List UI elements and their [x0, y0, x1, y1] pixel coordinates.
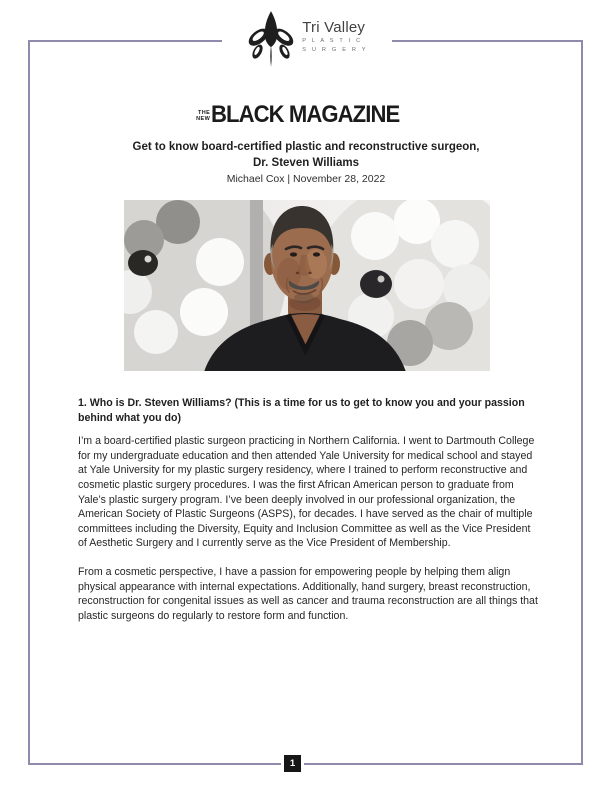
article-headline-line1: Get to know board-certified plastic and reconstructive surgeon, [132, 141, 480, 153]
article-byline: Michael Cox | November 28, 2022 [226, 173, 386, 185]
page-number-badge: 1 [284, 755, 301, 772]
portrait-photo [124, 200, 490, 371]
frame-left-line [28, 40, 30, 764]
masthead-prefix [196, 110, 210, 122]
lotus-flower-icon [244, 8, 298, 70]
article-body [78, 396, 541, 623]
article-paragraph-2: From a cosmetic perspective, I have a passion for empowering people by helping them align physical appearance with internal expectations. Additionally, hand surgery, breast reconstruction, reconstruction for congenital issues as well as cancer and trauma reconstruction are all things that plastic surgeons do regularly to restore form and function. [78, 565, 538, 622]
masthead-prefix-line2: NEW [196, 116, 211, 122]
article-headline-line2: Dr. Steven Williams [253, 156, 359, 169]
clinic-brand-sub2: S U R G E R Y [302, 47, 368, 53]
clinic-logo-text [302, 8, 368, 54]
article-paragraph-1: I’m a board-certified plastic surgeon practicing in Northern California. I went to Dartmouth College for my undergraduate education and then attended Yale University for medical school and stayed at Yale University for my plastic surgery residency, where I trained to perform reconstructive and cosmetic plastic surgery procedures. I was the first African American person to graduate from Yale’s plastic surgery program. I’ve been deeply involved in our professional organization, the American Society of Plastic Surgeons (ASPS), for decades. I have served as the chair of multiple committees including the Diversity, Equity and Inclusion Committee as well as the Vice President of Aesthetic Surgery and I currently serve as the Vice President of Membership. [78, 435, 535, 550]
masthead-title: BLACK MAGAZINE [211, 101, 400, 128]
question-heading: 1. Who is Dr. Steven Williams? (This is a time for us to get to know you and your passion behind what you do) [78, 397, 525, 424]
clinic-brand-sub1: P L A S T I C [302, 38, 363, 44]
magazine-masthead [0, 101, 612, 129]
article-header [56, 140, 556, 187]
frame-bottom-line [28, 763, 583, 765]
clinic-brand-name: Tri Valley [302, 19, 366, 36]
clinic-logo [0, 8, 612, 70]
frame-right-line [581, 40, 583, 764]
masthead-prefix-line1: THE [197, 110, 211, 116]
